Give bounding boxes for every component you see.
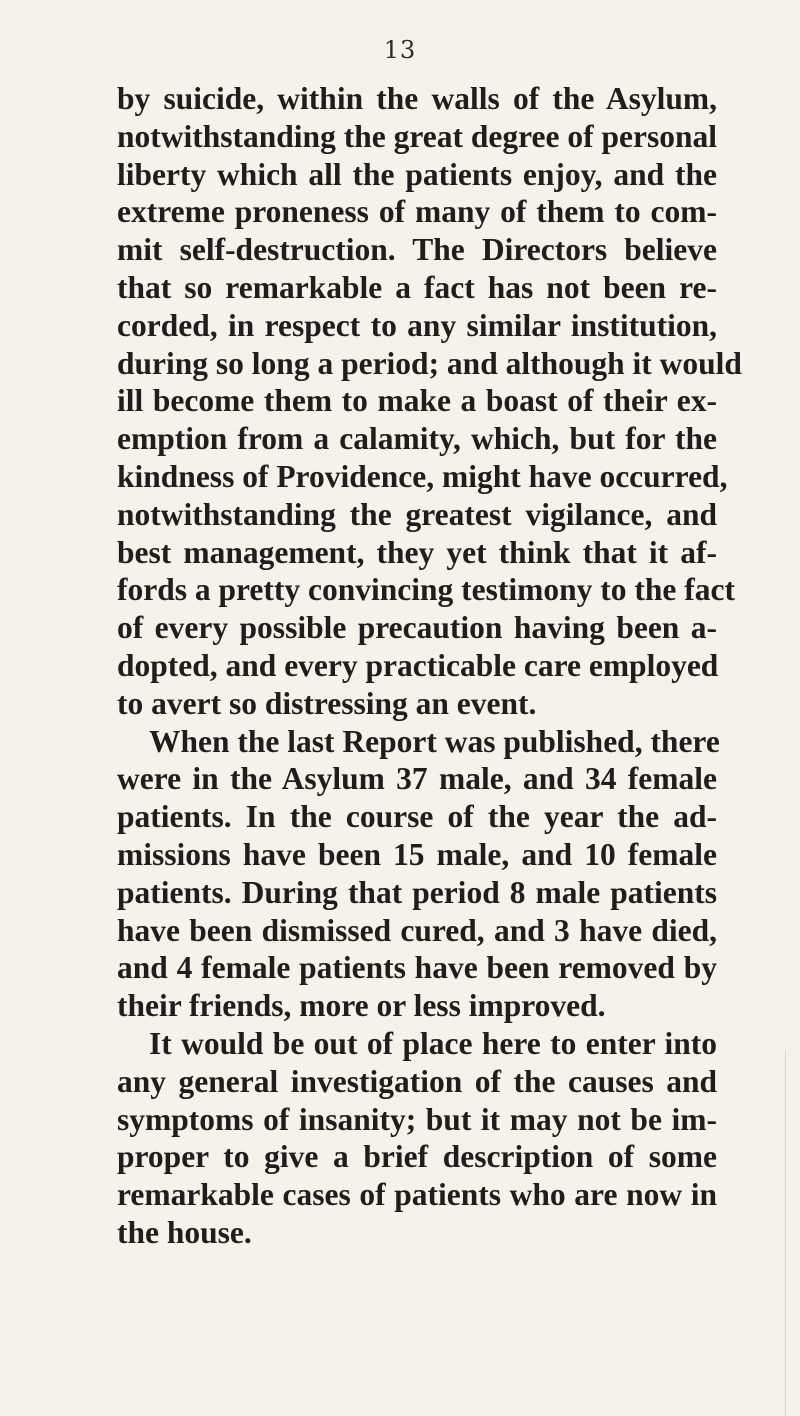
text-line: mit self-destruction. The Directors believe (117, 232, 717, 268)
text-line: and 4 female patients have been removed by (117, 950, 717, 986)
text-line: dopted, and every practicable care employed (117, 647, 719, 683)
paragraph-end-line: to avert so distressing an event. (117, 685, 537, 721)
text-line: liberty which all the patients enjoy, and the (117, 156, 717, 192)
text-line: have been dismissed cured, and 3 have died, (117, 912, 717, 948)
text-line: remarkable cases of patients who are now in (117, 1177, 717, 1213)
text-line: fords a pretty convincing testimony to the fact (117, 572, 735, 608)
text-line: notwithstanding the greatest vigilance, and (117, 496, 717, 532)
page-number: 13 (383, 36, 417, 64)
text-line: patients. During that period 8 male patients (117, 874, 717, 910)
page-edge-shadow (785, 1050, 786, 1416)
text-line: notwithstanding the great degree of personal (117, 118, 717, 154)
text-line: best management, they yet think that it af- (117, 534, 717, 570)
text-line: ill become them to make a boast of their ex- (117, 383, 717, 419)
text-line: emption from a calamity, which, but for the (117, 421, 717, 457)
text-line: kindness of Providence, might have occurred, (117, 458, 728, 494)
text-line: missions have been 15 male, and 10 female (117, 836, 717, 872)
text-line: patients. In the course of the year the ad- (117, 799, 717, 835)
paragraph-end-line: their friends, more or less improved. (117, 988, 606, 1024)
body-text (117, 80, 742, 1252)
paragraph-start-line: It would be out of place here to enter into (149, 1025, 717, 1061)
paragraph-start-line: When the last Report was published, there (149, 723, 720, 759)
text-line: of every possible precaution having been a- (117, 610, 717, 646)
text-line: during so long a period; and although it would (117, 345, 742, 381)
text-line: extreme proneness of many of them to com- (117, 194, 717, 230)
text-line: symptoms of insanity; but it may not be im- (117, 1101, 717, 1137)
text-line: that so remarkable a fact has not been re- (117, 269, 717, 305)
text-line: were in the Asylum 37 male, and 34 female (117, 761, 717, 797)
text-line: corded, in respect to any similar institution, (117, 307, 717, 343)
text-line: by suicide, within the walls of the Asylum, (117, 81, 717, 116)
text-line: any general investigation of the causes and (117, 1063, 717, 1099)
text-line: proper to give a brief description of some (117, 1139, 717, 1175)
paragraph-end-line: the house. (117, 1214, 252, 1250)
